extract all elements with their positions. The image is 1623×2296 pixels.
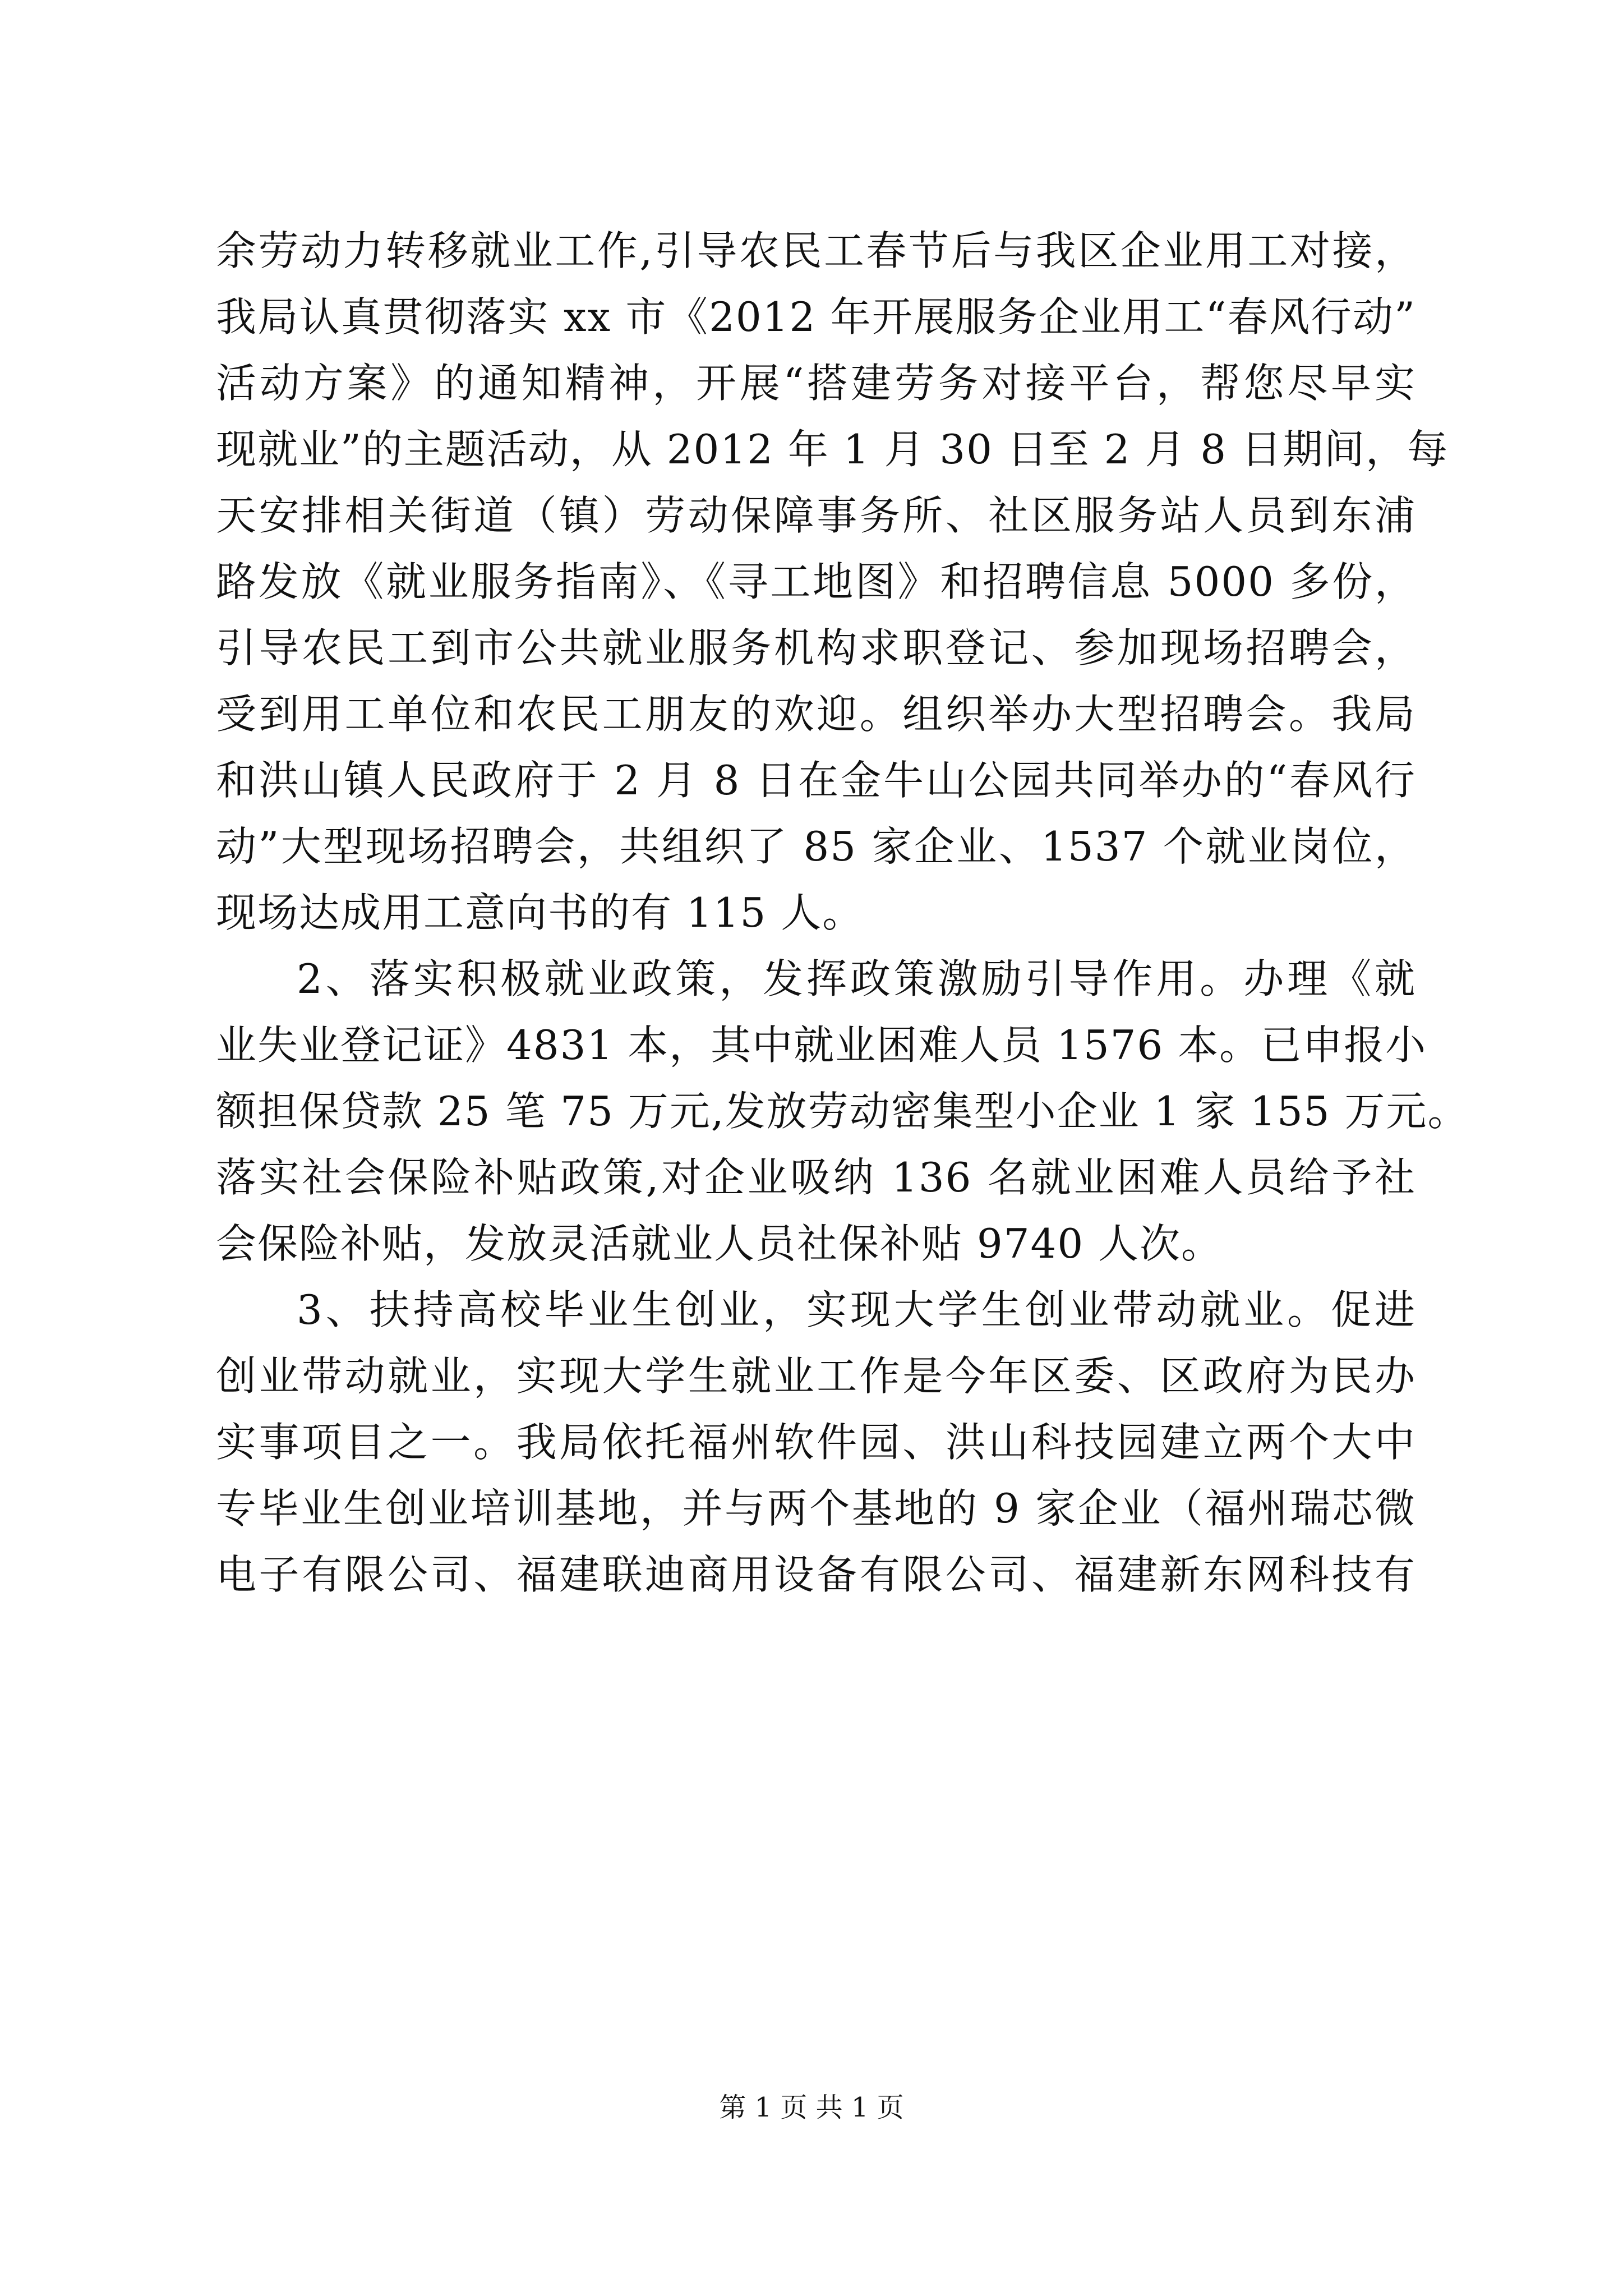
text-line: 电子有限公司、福建联迪商用设备有限公司、福建新东网科技有: [216, 1551, 1416, 1598]
text-line: 创业带动就业，实现大学生就业工作是今年区委、区政府为民办: [216, 1352, 1416, 1400]
page-footer: [0, 2086, 1623, 2124]
text-line: 受到用工单位和农民工朋友的欢迎。组织举办大型招聘会。我局: [216, 691, 1416, 738]
text-line: 引导农民工到市公共就业服务机构求职登记、参加现场招聘会，: [216, 624, 1416, 671]
text-line: 天安排相关街道（镇）劳动保障事务所、社区服务站人员到东浦: [216, 492, 1416, 539]
text-line: 会保险补贴，发放灵活就业人员社保补贴 9740 人次。: [216, 1220, 1223, 1267]
document-body: [216, 218, 1469, 1608]
text-line: 现场达成用工意向书的有 115 人。: [216, 889, 864, 936]
text-line: 活动方案》的通知精神，开展“搭建劳务对接平台，帮您尽早实: [216, 360, 1416, 407]
text-line: 余劳动力转移就业工作,引导农民工春节后与我区企业用工对接，: [216, 227, 1416, 274]
text-line: 和洪山镇人民政府于 2 月 8 日在金牛山公园共同举办的“春风行: [216, 757, 1416, 804]
text-line: 专毕业生创业培训基地，并与两个基地的 9 家企业（福州瑞芯微: [216, 1485, 1416, 1532]
text-line: 路发放《就业服务指南》、《寻工地图》和招聘信息 5000 多份，: [216, 558, 1416, 605]
text-line: 我局认真贯彻落实 xx 市《2012 年开展服务企业用工“春风行动”: [216, 293, 1416, 341]
text-line: 实事项目之一。我局依托福州软件园、洪山科技园建立两个大中: [216, 1419, 1416, 1466]
paragraph-first-line: 2、落实积极就业政策，发挥政策激励引导作用。办理《就: [297, 955, 1416, 1002]
paragraph-first-line: 3、扶持高校毕业生创业，实现大学生创业带动就业。促进: [297, 1286, 1416, 1333]
text-line: 额担保贷款 25 笔 75 万元,发放劳动密集型小企业 1 家 155 万元。: [216, 1088, 1469, 1135]
text-line: 业失业登记证》4831 本，其中就业困难人员 1576 本。已申报小: [216, 1022, 1427, 1069]
text-line: 动”大型现场招聘会，共组织了 85 家企业、1537 个就业岗位，: [216, 823, 1416, 870]
text-line: 落实社会保险补贴政策,对企业吸纳 136 名就业困难人员给予社: [216, 1154, 1416, 1201]
text-line: 现就业”的主题活动，从 2012 年 1 月 30 日至 2 月 8 日期间，每: [216, 426, 1449, 473]
page-number-label: 第 1 页 共 1 页: [719, 2092, 904, 2123]
